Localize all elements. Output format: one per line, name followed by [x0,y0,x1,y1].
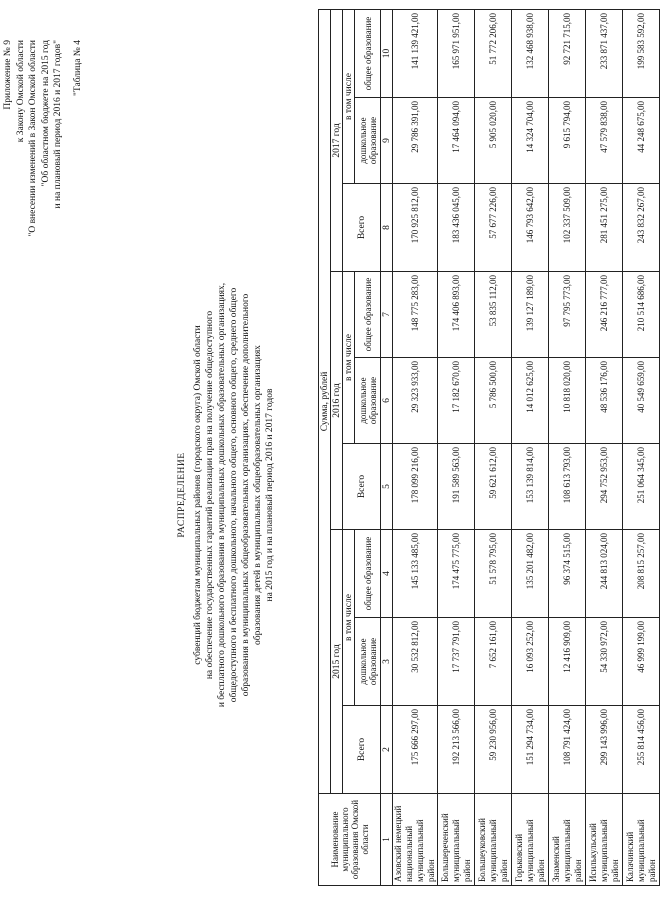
value-cell: 251 064 345,00 [623,444,660,530]
appendix-line: к Закону Омской области [15,40,26,143]
column-number: 4 [381,530,393,618]
value-cell: 102 337 509,00 [549,184,586,272]
column-number-row [381,9,393,885]
header-general: общее образование [355,9,381,97]
value-cell: 9 615 794,00 [549,98,586,184]
municipality-name: Большеуковский муниципальный район [475,794,512,886]
header-total: Всего [343,444,381,530]
header-general: общее образование [355,272,381,358]
value-cell: 30 532 812,00 [393,618,438,706]
value-cell: 17 737 791,00 [438,618,475,706]
value-cell: 5 786 500,00 [475,358,512,444]
value-cell: 57 677 226,00 [475,184,512,272]
value-cell: 5 905 020,00 [475,98,512,184]
municipality-name: Калачинский муниципальный район [623,794,660,886]
column-number: 8 [381,184,393,272]
column-number: 9 [381,98,393,184]
table-header-row [343,9,355,885]
value-cell: 135 201 482,00 [512,530,549,618]
municipality-name: Горьковский муниципальный район [512,794,549,886]
value-cell: 108 613 793,00 [549,444,586,530]
title-line: общедоступного и бесплатного дошкольного, начального общего, основного общего, среднего общего [229,287,239,703]
header-including: в том числе [343,530,355,706]
value-cell: 299 143 996,00 [586,706,623,794]
value-cell: 14 324 704,00 [512,98,549,184]
appendix-line: "О внесении изменений в Закон Омской области [28,40,38,237]
title-line: на 2015 год и на плановый период 2016 и 2017 годов [265,388,275,602]
header-including: в том числе [343,272,355,444]
title-line: и бесплатного дошкольного образования в муниципальных дошкольных образовательных организациях, [217,282,227,708]
table-row [549,9,586,885]
title-line: субвенций бюджетам муниципальных районов (городского округа) Омской области [193,325,203,665]
value-cell: 294 752 953,00 [586,444,623,530]
value-cell: 17 464 094,00 [438,98,475,184]
value-cell: 54 330 972,00 [586,618,623,706]
header-preschool: дошкольное образование [355,98,381,184]
table-row [393,9,438,885]
value-cell: 44 248 675,00 [623,98,660,184]
value-cell: 255 814 456,00 [623,706,660,794]
value-cell: 47 579 838,00 [586,98,623,184]
value-cell: 191 589 563,00 [438,444,475,530]
value-cell: 29 786 391,00 [393,98,438,184]
value-cell: 148 775 283,00 [393,272,438,358]
value-cell: 96 374 515,00 [549,530,586,618]
table-row [623,9,660,885]
column-number: 1 [381,794,393,886]
table-row [586,9,623,885]
header-year-2016: 2016 год [331,272,343,530]
header-sum: Сумма, рублей [319,9,331,793]
value-cell: 244 813 024,00 [586,530,623,618]
header-general: общее образование [355,530,381,618]
value-cell: 151 294 734,00 [512,706,549,794]
value-cell: 192 213 566,00 [438,706,475,794]
value-cell: 183 436 045,00 [438,184,475,272]
title-line: образования в муниципальных общеобразовательных организациях, обеспечение дополнительного [241,293,251,697]
column-number: 6 [381,358,393,444]
municipality-name: Исилькульский муниципальный район [586,794,623,886]
table-header-row [331,9,343,885]
value-cell: 17 182 670,00 [438,358,475,444]
header-year-2017: 2017 год [331,9,343,271]
table-header-row [319,9,331,885]
value-cell: 243 832 267,00 [623,184,660,272]
value-cell: 59 230 956,00 [475,706,512,794]
value-cell: 141 139 421,00 [393,9,438,97]
header-municipality: Наименование муниципального образования Омской области [319,794,381,886]
value-cell: 29 323 933,00 [393,358,438,444]
document-title [176,215,276,775]
header-including: в том числе [343,9,355,183]
value-cell: 174 406 893,00 [438,272,475,358]
municipality-name: Большереченский муниципальный район [438,794,475,886]
table-number: "Таблица № 4 [73,40,83,96]
column-number: 10 [381,9,393,97]
value-cell: 199 583 592,00 [623,9,660,97]
appendix-header [2,40,65,237]
value-cell: 132 468 938,00 [512,9,549,97]
municipality-name: Знаменский муниципальный район [549,794,586,886]
header-total: Всего [343,706,381,794]
subvention-table [318,9,660,886]
value-cell: 108 791 424,00 [549,706,586,794]
value-cell: 165 971 951,00 [438,9,475,97]
value-cell: 40 549 659,00 [623,358,660,444]
header-preschool: дошкольное образование [355,358,381,444]
value-cell: 210 514 686,00 [623,272,660,358]
municipality-name: Азовский немецкий национальный муниципальный район [393,794,438,886]
title-line: на обеспечение государственных гарантий реализации прав на получение общедоступного [205,310,215,680]
value-cell: 53 835 112,00 [475,272,512,358]
column-number: 7 [381,272,393,358]
value-cell: 92 721 715,00 [549,9,586,97]
title-line: образования детей в муниципальных общеобразовательных организациях [253,345,263,645]
value-cell: 97 795 773,00 [549,272,586,358]
value-cell: 59 621 612,00 [475,444,512,530]
value-cell: 16 093 252,00 [512,618,549,706]
appendix-line: "Об областном бюджете на 2015 год [40,40,51,187]
value-cell: 51 578 795,00 [475,530,512,618]
value-cell: 48 536 176,00 [586,358,623,444]
column-number: 2 [381,706,393,794]
value-cell: 246 216 777,00 [586,272,623,358]
value-cell: 281 451 275,00 [586,184,623,272]
column-number: 3 [381,618,393,706]
header-total: Всего [343,184,381,272]
value-cell: 174 475 775,00 [438,530,475,618]
value-cell: 12 416 909,00 [549,618,586,706]
table-row [475,9,512,885]
value-cell: 146 793 642,00 [512,184,549,272]
value-cell: 51 772 206,00 [475,9,512,97]
title-heading: РАСПРЕДЕЛЕНИЕ [177,452,187,538]
value-cell: 178 099 216,00 [393,444,438,530]
value-cell: 7 652 161,00 [475,618,512,706]
header-preschool: дошкольное образование [355,618,381,706]
column-number: 5 [381,444,393,530]
value-cell: 10 818 020,00 [549,358,586,444]
value-cell: 170 925 812,00 [393,184,438,272]
value-cell: 139 127 189,00 [512,272,549,358]
appendix-line: и на плановый период 2016 и 2017 годов" [53,40,63,209]
table-row [512,9,549,885]
value-cell: 208 815 257,00 [623,530,660,618]
value-cell: 145 133 485,00 [393,530,438,618]
appendix-line: Приложение № 9 [3,40,13,110]
value-cell: 153 139 814,00 [512,444,549,530]
header-year-2015: 2015 год [331,530,343,794]
value-cell: 14 012 625,00 [512,358,549,444]
value-cell: 233 871 437,00 [586,9,623,97]
table-row [438,9,475,885]
value-cell: 175 666 297,00 [393,706,438,794]
value-cell: 46 999 199,00 [623,618,660,706]
